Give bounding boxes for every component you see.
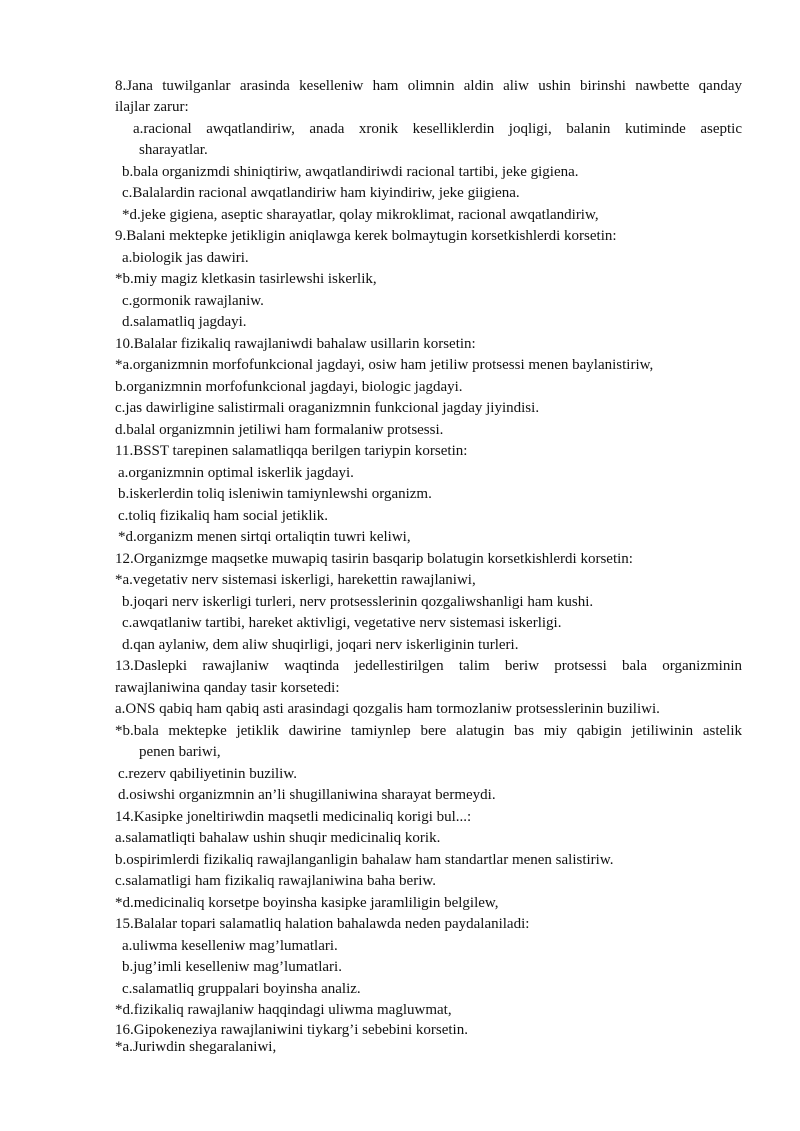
question-8-option-a-line2: sharayatlar. (139, 142, 208, 158)
question-10-text: 10.Balalar fizikaliq rawajlaniwdi bahalaw usillarin korsetin: (115, 336, 476, 352)
question-13-option-b-line1: *b.bala mektepke jetiklik dawirine tamiynlep bere alatugin bas miy qabigin jetiliwinin astelik (115, 723, 742, 739)
question-10-option-b: b.organizmnin morfofunkcional jagdayi, biologic jagdayi. (115, 379, 463, 395)
question-10-option-d: d.balal organizmnin jetiliwi ham formalaniw protsessi. (115, 422, 444, 438)
question-10-option-a: *a.organizmnin morfofunkcional jagdayi, osiw ham jetiliw protsessi menen baylanistiriw, (115, 357, 654, 373)
question-11-option-c: c.toliq fizikaliq ham social jetiklik. (118, 508, 328, 524)
question-14-option-d: *d.medicinaliq korsetpe boyinsha kasipke jaramliligin belgilew, (115, 895, 499, 911)
question-8-option-a-line1: a.racional awqatlandiriw, anada xronik keselliklerdin joqligi, balanin kutiminde aseptic (133, 121, 742, 137)
question-11-option-d: *d.organizm menen sirtqi ortaliqtin tuwri keliwi, (118, 529, 411, 545)
question-9-option-b: *b.miy magiz kletkasin tasirlewshi iskerlik, (115, 271, 377, 287)
question-12-option-a: *a.vegetativ nerv sistemasi iskerligi, harekettin rawajlaniwi, (115, 572, 476, 588)
question-9-text: 9.Balani mektepke jetikligin aniqlawga kerek bolmaytugin korsetkishlerdi korsetin: (115, 228, 617, 244)
question-15-option-c: c.salamatliq gruppalari boyinsha analiz. (122, 981, 361, 997)
question-13-text-line1: 13.Daslepki rawajlaniw waqtinda jedellestirilgen talim beriw protsessi bala organizminin (115, 658, 742, 674)
question-13-option-b-line2: penen bariwi, (139, 744, 221, 760)
question-14-option-b: b.ospirimlerdi fizikaliq rawajlanganligin bahalaw ham standartlar menen salistiriw. (115, 852, 614, 868)
question-9-option-d: d.salamatliq jagdayi. (122, 314, 247, 330)
question-13-option-c: c.rezerv qabiliyetinin buziliw. (118, 766, 297, 782)
question-16-option-a: *a.Juriwdin shegaralaniwi, (115, 1039, 277, 1055)
question-12-text: 12.Organizmge maqsetke muwapiq tasirin basqarip bolatugin korsetkishlerdi korsetin: (115, 551, 633, 567)
question-15-text: 15.Balalar topari salamatliq halation bahalawda neden paydalaniladi: (115, 916, 530, 932)
question-13-option-a: a.ONS qabiq ham qabiq asti arasindagi qozgalis ham tormozlaniw protsesslerinin buziliwi. (115, 701, 660, 717)
question-14-option-a: a.salamatliqti bahalaw ushin shuqir medicinaliq korik. (115, 830, 441, 846)
question-15-option-d: *d.fizikaliq rawajlaniw haqqindagi uliwma magluwmat, (115, 1002, 452, 1018)
question-8-text-line1: 8.Jana tuwilganlar arasinda keselleniw ham olimnin aldin aliw ushin birinshi nawbette qanday (115, 78, 742, 94)
question-11-option-b: b.iskerlerdin toliq isleniwin tamiynlewshi organizm. (118, 486, 432, 502)
question-13-option-d: d.osiwshi organizmnin an’li shugillaniwina sharayat bermeydi. (118, 787, 496, 803)
question-15-option-b: b.jug’imli keselleniw mag’lumatlari. (122, 959, 342, 975)
question-14-option-c: c.salamatligi ham fizikaliq rawajlaniwina baha beriw. (115, 873, 436, 889)
question-8-option-c: c.Balalardin racional awqatlandiriw ham kiyindiriw, jeke giigiena. (122, 185, 520, 201)
question-8-option-d: *d.jeke gigiena, aseptic sharayatlar, qolay mikroklimat, racional awqatlandiriw, (122, 207, 599, 223)
question-14-text: 14.Kasipke joneltiriwdin maqsetli medicinaliq korigi bul...: (115, 809, 472, 825)
question-12-option-b: b.joqari nerv iskerligi turleri, nerv protsesslerinin qozgaliwshanligi ham kushi. (122, 594, 594, 610)
question-16-text: 16.Gipokeneziya rawajlaniwini tiykarg’i sebebini korsetin. (115, 1022, 468, 1038)
question-9-option-c: c.gormonik rawajlaniw. (122, 293, 264, 309)
question-13-text-line2: rawajlaniwina qanday tasir korsetedi: (115, 680, 340, 696)
question-8-text-line2: ilajlar zarur: (115, 99, 189, 115)
question-15-option-a: a.uliwma keselleniw mag’lumatlari. (122, 938, 338, 954)
question-11-option-a: a.organizmnin optimal iskerlik jagdayi. (118, 465, 354, 481)
question-12-option-d: d.qan aylaniw, dem aliw shuqirligi, joqari nerv iskerliginin turleri. (122, 637, 519, 653)
question-8-option-b: b.bala organizmdi shiniqtiriw, awqatlandiriwdi racional tartibi, jeke gigiena. (122, 164, 579, 180)
question-11-text: 11.BSST tarepinen salamatliqqa berilgen tariypin korsetin: (115, 443, 468, 459)
question-10-option-c: c.jas dawirligine salistirmali oraganizmnin funkcional jagday jiyindisi. (115, 400, 540, 416)
question-12-option-c: c.awqatlaniw tartibi, hareket aktivligi, vegetative nerv sistemasi iskerligi. (122, 615, 562, 631)
question-9-option-a: a.biologik jas dawiri. (122, 250, 249, 266)
